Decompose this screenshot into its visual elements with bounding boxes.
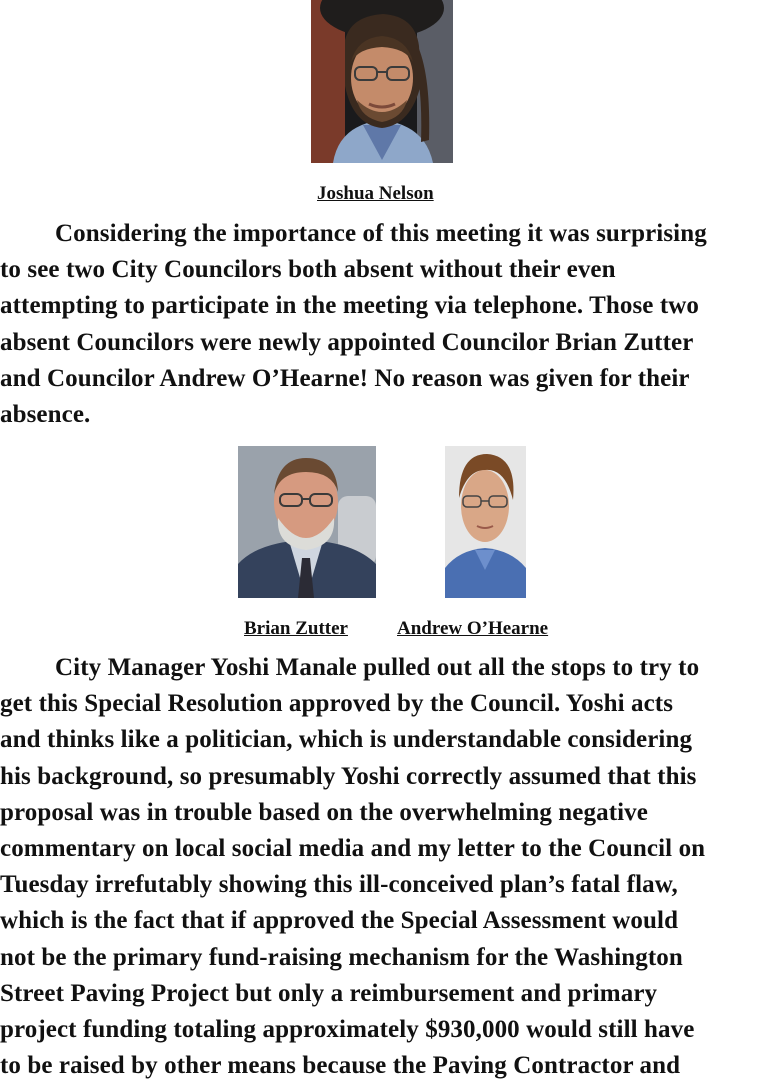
- paragraph-absent-councilors: [0, 216, 761, 433]
- text-line: to be raised by other means because the Paving Contractor and: [0, 1052, 681, 1080]
- brian-zutter-caption: Brian Zutter: [244, 618, 348, 639]
- andrew-ohearne-photo: [445, 446, 526, 598]
- text-line: proposal was in trouble based on the overwhelming negative: [0, 798, 648, 826]
- joshua-nelson-caption: Joshua Nelson: [317, 183, 434, 204]
- andrew-ohearne-caption: Andrew O’Hearne: [397, 618, 549, 639]
- text-line: project funding totaling approximately $930,000 would still have: [0, 1016, 695, 1044]
- text-line: absence.: [0, 401, 91, 429]
- text-line: absent Councilors were newly appointed Councilor Brian Zutter: [0, 328, 694, 356]
- text-line: which is the fact that if approved the Special Assessment would: [0, 907, 679, 935]
- text-line: his background, so presumably Yoshi correctly assumed that this: [0, 762, 697, 790]
- joshua-nelson-photo: [311, 0, 453, 163]
- text-line: get this Special Resolution approved by the Council. Yoshi acts: [0, 690, 674, 718]
- text-line: Street Paving Project but only a reimbursement and primary: [0, 979, 658, 1007]
- text-line: commentary on local social media and my letter to the Council on: [0, 835, 706, 863]
- text-line: and Councilor Andrew O’Hearne! No reason was given for their: [0, 364, 690, 392]
- paragraph-city-manager: [0, 650, 761, 1084]
- text-line: attempting to participate in the meeting via telephone. Those two: [0, 292, 700, 320]
- text-line: City Manager Yoshi Manale pulled out all the stops to try to: [55, 654, 700, 681]
- text-line: and thinks like a politician, which is understandable considering: [0, 726, 693, 754]
- text-line: Considering the importance of this meeting it was surprising: [55, 220, 707, 247]
- text-line: Tuesday irrefutably showing this ill-conceived plan’s fatal flaw,: [0, 871, 678, 899]
- text-line: not be the primary fund-raising mechanism for the Washington: [0, 943, 683, 971]
- brian-zutter-photo: [238, 446, 376, 598]
- text-line: to see two City Councilors both absent without their even: [0, 256, 616, 284]
